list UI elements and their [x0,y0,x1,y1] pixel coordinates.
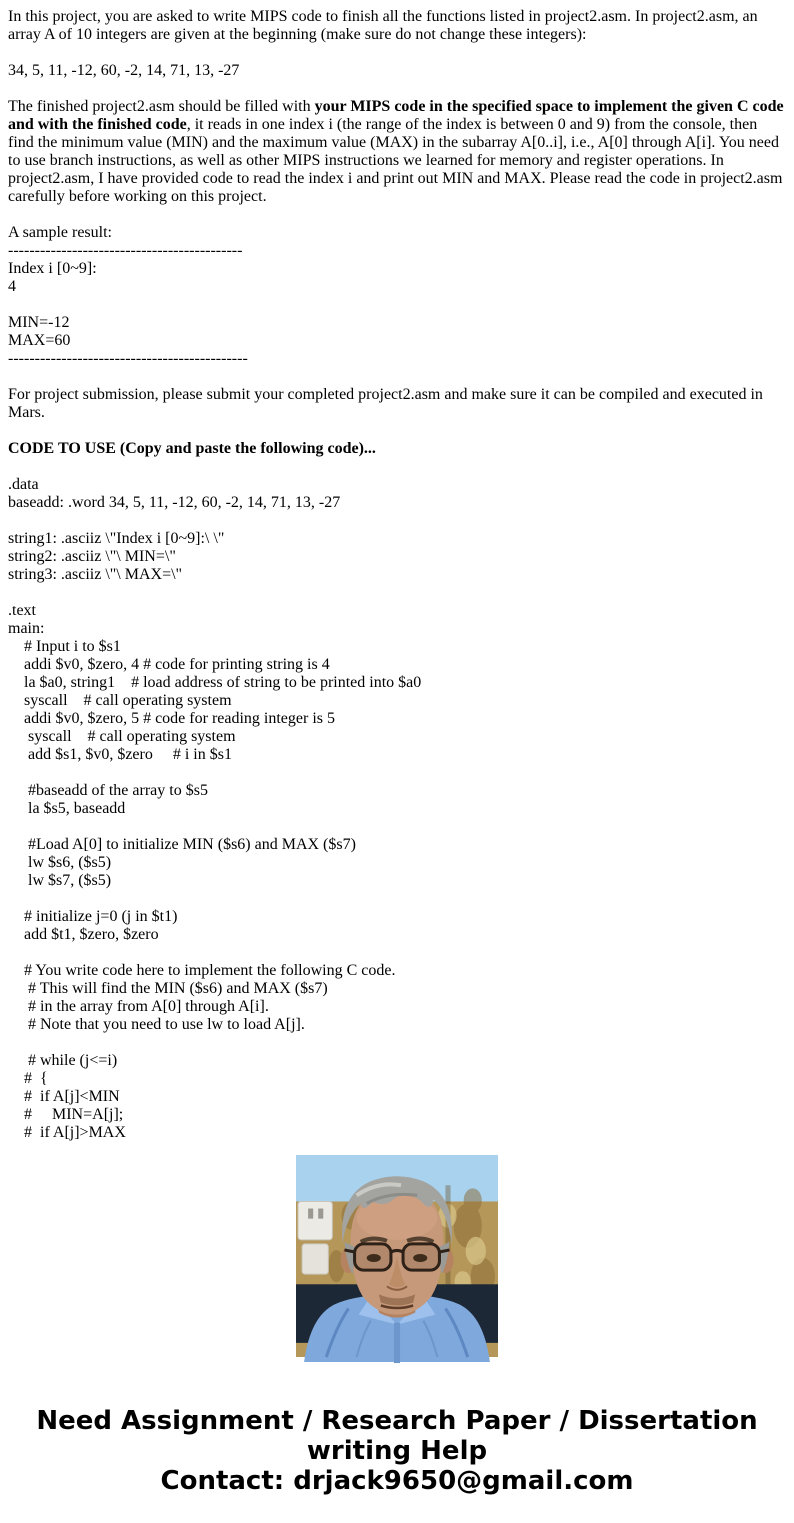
blank-line [8,80,786,98]
text-line [8,548,786,566]
blank-line [8,44,786,62]
text-line [8,1124,786,1142]
text-line [8,224,786,242]
blank-line [8,458,786,476]
text-line [8,1070,786,1088]
text-run: -------------------------------------------- [8,242,243,259]
footer-banner [0,1406,794,1496]
text-line [8,692,786,710]
footer-line-1: Need Assignment / Research Paper / Dissertation [36,1406,758,1436]
text-run: addi $v0, $zero, 4 # code for printing string is 4 [8,656,330,673]
text-run: 4 [8,278,16,295]
text-run: .data [8,476,39,493]
text-line [8,800,786,818]
text-line [8,980,786,998]
text-line [8,530,786,548]
text-line [8,926,786,944]
text-line [8,332,786,350]
text-line [8,782,786,800]
text-run: syscall # call operating system [8,728,236,745]
text-run: # in the array from A[0] through A[i]. [8,998,269,1015]
text-run: --------------------------------------------- [8,350,248,367]
paragraph [8,98,786,206]
text-run: lw $s6, ($s5) [8,854,112,871]
text-run: # if A[j]<MIN [8,1088,120,1105]
text-line [8,710,786,728]
text-run: In this project, you are asked to write MIPS code to finish all the functions listed in project2.asm. In project2.asm, an array A of 10 integers are given at the beginning (make sure do not change these integers): [8,8,758,43]
text-line [8,1052,786,1070]
blank-line [8,890,786,908]
text-run: # This will find the MIN ($s6) and MAX ($s7) [8,980,328,997]
text-line [8,494,786,512]
text-run: string1: .asciiz \"Index i [0~9]:\ \" [8,530,225,547]
text-line [8,656,786,674]
text-run: # Note that you need to use lw to load A[j]. [8,1016,305,1033]
text-run: la $s5, baseadd [8,800,126,817]
blank-line [8,206,786,224]
text-line [8,998,786,1016]
blank-line [8,422,786,440]
text-line [8,908,786,926]
text-line [8,872,786,890]
text-run: your MIPS code in the specified space to implement the given C code and with the finished code [8,98,784,133]
avatar [296,1155,498,1357]
text-line [8,1106,786,1124]
text-run: string3: .asciiz \"\ MAX=\" [8,566,183,583]
text-line [8,854,786,872]
text-line [8,566,786,584]
text-run: , it reads in one index i (the range of the index is between 0 and 9) from the console, then find the minimum value (MIN) and the maximum value (MAX) in the subarray A[0..i], i.e., A[0] through A[i]. You need to use branch instructions, as well as other MIPS instructions we learned for memory and register operations. In project2.asm, I have provided code to read the index i and print out MIN and MAX. Please read the code in project2.asm carefully before working on this project. [8,116,783,205]
text-line [8,746,786,764]
text-line [8,278,786,296]
text-run: baseadd: .word 34, 5, 11, -12, 60, -2, 14, 71, 13, -27 [8,494,341,511]
text-run: MIN=-12 [8,314,70,331]
avatar-photo [296,1155,498,1357]
footer-line-2: writing Help [306,1436,488,1466]
text-run: add $s1, $v0, $zero # i in $s1 [8,746,232,763]
text-run: The finished project2.asm should be filled with [8,98,315,115]
text-line [8,1088,786,1106]
text-run: # { [8,1070,48,1087]
text-line [8,1016,786,1034]
blank-line [8,1034,786,1052]
text-line [8,836,786,854]
text-line [8,674,786,692]
blank-line [8,296,786,314]
text-run: # if A[j]>MAX [8,1124,126,1141]
paragraph [8,386,786,422]
text-run: MAX=60 [8,332,71,349]
text-run: 34, 5, 11, -12, 60, -2, 14, 71, 13, -27 [8,62,240,79]
text-run: # MIN=A[j]; [8,1106,124,1123]
text-run: # You write code here to implement the following C code. [8,962,396,979]
blank-line [8,584,786,602]
footer-contact-email: Contact: drjack9650@gmail.com [160,1466,634,1496]
text-line [8,638,786,656]
text-line [8,350,786,368]
text-line [8,440,786,458]
text-run: For project submission, please submit your completed project2.asm and make sure it can be compiled and executed in Mars. [8,386,763,421]
text-run: string2: .asciiz \"\ MIN=\" [8,548,176,565]
text-line [8,476,786,494]
blank-line [8,818,786,836]
text-run: add $t1, $zero, $zero [8,926,159,943]
blank-line [8,368,786,386]
text-run: syscall # call operating system [8,692,232,709]
text-run: A sample result: [8,224,112,241]
paragraph [8,8,786,44]
wall-switch-panel [298,1201,332,1274]
text-run: #Load A[0] to initialize MIN ($s6) and MAX ($s7) [8,836,356,853]
text-line [8,602,786,620]
text-run: main: [8,620,45,637]
text-line [8,62,786,80]
text-run: addi $v0, $zero, 5 # code for reading integer is 5 [8,710,336,727]
text-run: lw $s7, ($s5) [8,872,112,889]
text-run: # Input i to $s1 [8,638,121,655]
text-line [8,620,786,638]
text-line [8,962,786,980]
text-run: #baseadd of the array to $s5 [8,782,208,799]
blank-line [8,944,786,962]
text-run: # while (j<=i) [8,1052,118,1069]
blank-line [8,512,786,530]
text-line [8,314,786,332]
text-run: la $a0, string1 # load address of string to be printed into $a0 [8,674,422,691]
text-run: CODE TO USE (Copy and paste the following code)... [8,440,376,457]
text-run: Index i [0~9]: [8,260,97,277]
text-run: .text [8,602,36,619]
text-line [8,242,786,260]
text-run: # initialize j=0 (j in $t1) [8,908,178,925]
blank-line [8,764,786,782]
text-line [8,260,786,278]
text-line [8,728,786,746]
